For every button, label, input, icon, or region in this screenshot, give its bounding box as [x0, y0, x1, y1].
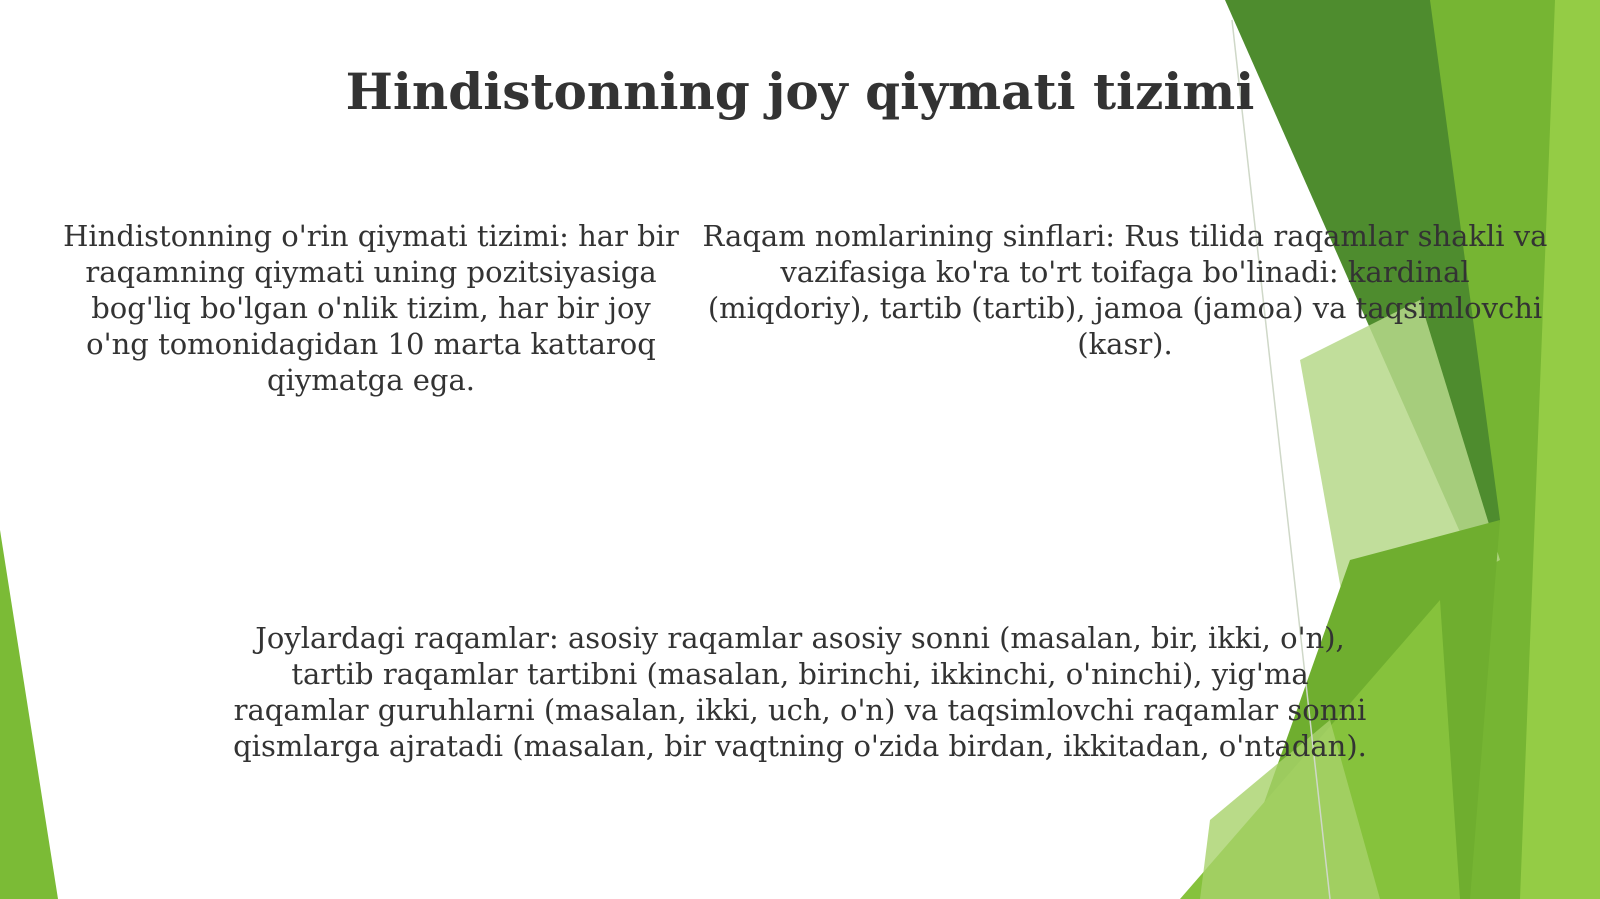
text-block-numerals-in-places: Joylardagi raqamlar: asosiy raqamlar asosiy sonni (masalan, bir, ikki, o'n), tartib raqamlar tartibni (masalan, birinchi, ikkinchi, o'ninchi), yig'ma raqamlar guruhlarni (masalan, ikki, uch, o'n) va taqsimlovchi raqamlar sonni qismlarga ajratadi (masalan, bir vaqtning o'zida birdan, ikkitadan, o'ntadan).	[233, 621, 1367, 763]
text-block-number-classes: Raqam nomlarining sinflari: Rus tilida raqamlar shakli va vazifasiga ko'ra to'rt toifaga bo'linadi: kardinal (miqdoriy), tartib (tartib), jamoa (jamoa) va taqsimlovchi (kasr).	[702, 219, 1548, 361]
text-block-place-value: Hindistonning o'rin qiymati tizimi: har bir raqamning qiymati uning pozitsiyasiga bog'liq bo'lgan o'nlik tizim, har bir joy o'ng tomonidagidan 10 marta kattaroq qiymatga ega.	[63, 219, 679, 397]
facet-left	[0, 530, 58, 899]
slide-title: Hindistonning joy qiymati tizimi	[345, 62, 1255, 121]
